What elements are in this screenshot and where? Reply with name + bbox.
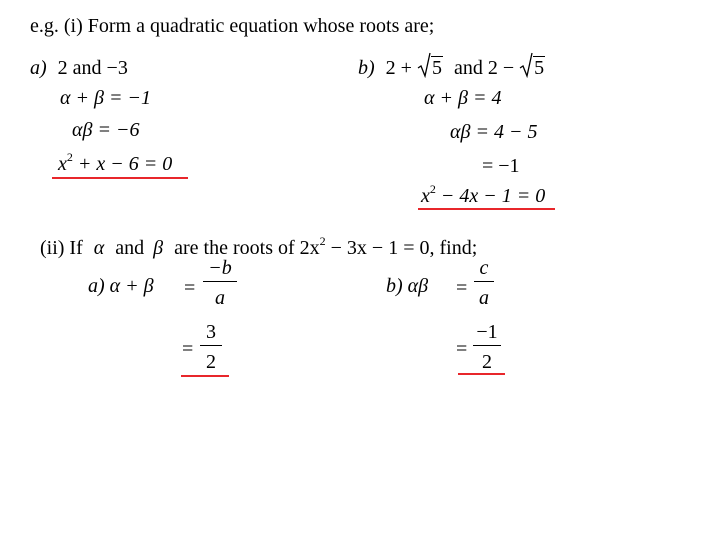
- part-a-roots: 2 and −3: [57, 57, 128, 79]
- part-ii-a2-denominator: 2: [206, 351, 216, 373]
- part-b-eq-exponent: 2: [429, 182, 436, 196]
- part-ii-exponent: 2: [319, 234, 326, 248]
- part-ii-heading: [40, 234, 478, 259]
- part-a-eq-rest: + x − 6 = 0: [72, 153, 173, 175]
- part-b-sqrt2: [519, 58, 545, 78]
- part-a-sum: α + β = −1: [60, 87, 151, 109]
- part-ii-are-roots: are the roots of 2x: [174, 237, 320, 259]
- part-b-underline: [418, 208, 555, 210]
- part-ii-b-fraction: [474, 258, 494, 308]
- part-ii-b-equals: =: [456, 277, 468, 299]
- part-a-row: [30, 58, 128, 78]
- part-ii-a2-numerator: 3: [200, 322, 222, 346]
- part-b-middle: and 2 −: [453, 57, 515, 79]
- part-b-eq-rest: − 4x − 1 = 0: [435, 185, 546, 207]
- part-a-eq-exponent: 2: [66, 150, 73, 164]
- part-ii-a-equals: =: [184, 277, 196, 299]
- part-ii-beta: β: [153, 237, 164, 259]
- part-b-rad1: 5: [431, 57, 442, 79]
- part-b-eq-x: x: [421, 185, 430, 207]
- part-b-sqrt1: [417, 58, 443, 78]
- part-ii-a-label: a) α + β: [88, 275, 154, 297]
- part-b-product: αβ = 4 − 5: [450, 121, 538, 143]
- part-a-label: a): [30, 57, 47, 79]
- part-ii-a2-fraction: [200, 322, 222, 372]
- part-ii-b-denominator: a: [479, 287, 489, 309]
- radical-sign-icon: [417, 52, 431, 78]
- part-b-product-result: = −1: [482, 155, 520, 177]
- part-a-equation: [58, 150, 173, 175]
- part-ii-b2-fraction: [473, 322, 501, 372]
- part-ii-rest: − 3x − 1 = 0, find;: [325, 237, 478, 259]
- part-ii-b-label: b) αβ: [386, 275, 429, 297]
- part-ii-a2-equals: =: [182, 338, 194, 360]
- intro-heading: e.g. (i) Form a quadratic equation whose roots are;: [30, 15, 435, 37]
- part-ii-alpha: α: [93, 237, 105, 259]
- part-b-equation: [421, 182, 546, 207]
- part-ii-a-fraction: [203, 258, 237, 308]
- part-ii-b-numerator: c: [474, 258, 494, 282]
- part-b-label: b): [358, 57, 375, 79]
- part-b-lead: 2 +: [385, 57, 412, 79]
- part-ii-prefix: (ii) If: [40, 237, 83, 259]
- part-b-sum: α + β = 4: [424, 87, 502, 109]
- part-b-row: [358, 58, 545, 78]
- part-ii-and: and: [115, 237, 145, 259]
- part-ii-b2-numerator: −1: [473, 322, 501, 346]
- part-a-product: αβ = −6: [72, 119, 140, 141]
- part-ii-b2-equals: =: [456, 338, 468, 360]
- part-ii-a-denominator: a: [215, 287, 225, 309]
- part-ii-a-underline: [181, 375, 229, 377]
- part-ii-b2-denominator: 2: [482, 351, 492, 373]
- part-a-underline: [52, 177, 188, 179]
- part-a-eq-x: x: [58, 153, 67, 175]
- radical-sign-icon: [519, 52, 533, 78]
- part-b-rad2: 5: [534, 57, 545, 79]
- part-ii-b-underline: [458, 373, 505, 375]
- part-ii-a-numerator: −b: [203, 258, 237, 282]
